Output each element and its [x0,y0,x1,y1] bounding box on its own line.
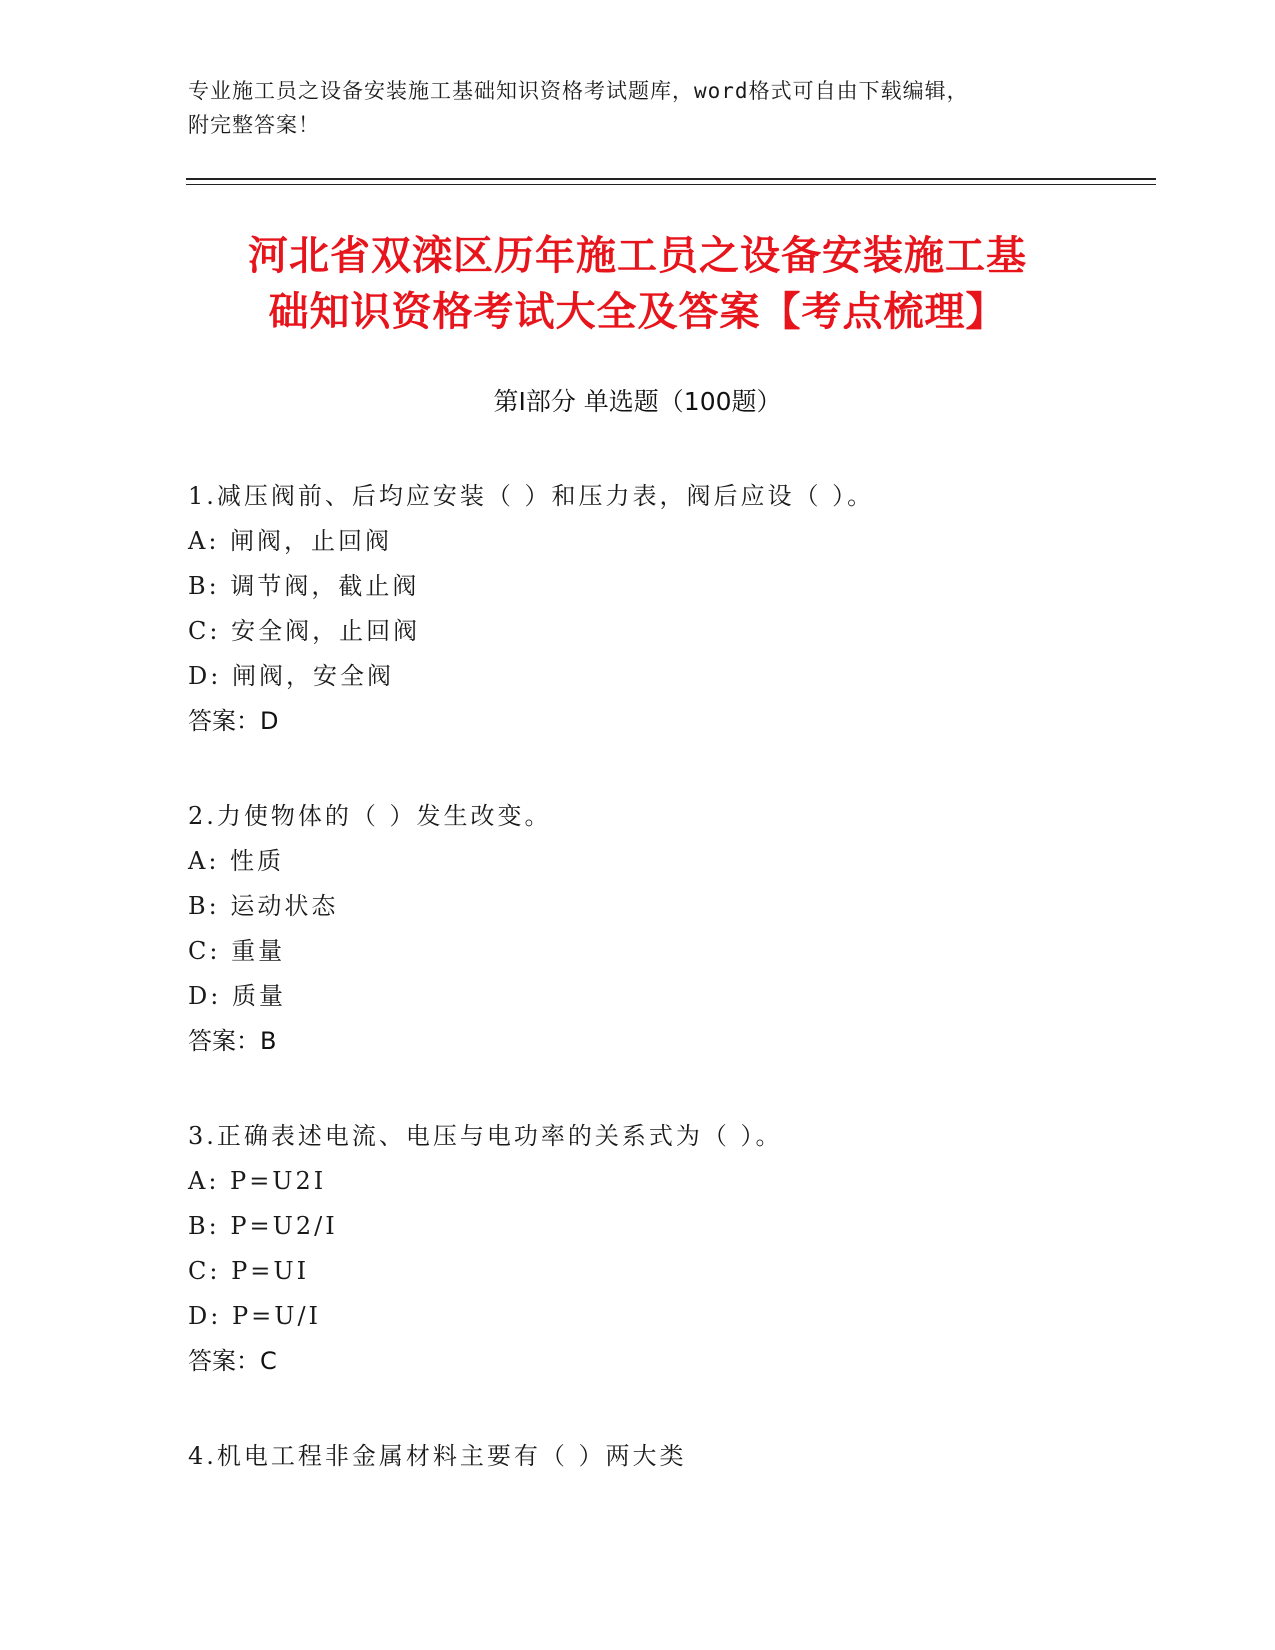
header-divider-thick [186,178,1156,180]
question-list [188,474,1108,1529]
document-title-line-2: 础知识资格考试大全及答案【考点梳理】 [268,289,1007,335]
question-stem: 2.力使物体的（ ）发生改变。 [188,802,552,830]
header-note-line-1: 专业施工员之设备安装施工基础知识资格考试题库，word格式可自由下载编辑， [188,79,969,103]
section-title: 第Ⅰ部分 单选题（100题） [493,387,782,416]
option-d: D: 质量 [188,982,286,1010]
question-stem: 1.减压阀前、后均应安装（ ）和压力表，阀后应设（ ）。 [188,482,875,510]
header-divider-thin [186,184,1156,185]
header-note-line-2: 附完整答案！ [188,113,320,137]
option-c: C: 安全阀，止回阀 [188,617,421,645]
option-a: A: 闸阀，止回阀 [188,527,393,555]
option-b: B: 调节阀，截止阀 [188,572,420,600]
question-3 [188,1114,1108,1384]
option-a: A: 性质 [188,847,285,875]
question-stem: 4.机电工程非金属材料主要有（ ）两大类 [188,1442,687,1470]
option-b: B: P=U2/I [188,1212,338,1240]
question-2 [188,794,1108,1064]
document-title [150,228,1125,340]
answer: 答案：D [188,707,279,735]
option-d: D: P=U/I [188,1302,322,1330]
header-note [188,74,1068,142]
answer: 答案：B [188,1027,277,1055]
question-stem: 3.正确表述电流、电压与电功率的关系式为（ ）。 [188,1122,783,1150]
answer: 答案：C [188,1347,277,1375]
option-a: A: P=U2I [188,1167,327,1195]
option-c: C: 重量 [188,937,286,965]
question-4 [188,1434,1108,1479]
document-title-line-1: 河北省双滦区历年施工员之设备安装施工基 [248,233,1027,279]
option-b: B: 运动状态 [188,892,339,920]
option-c: C: P=UI [188,1257,310,1285]
question-1 [188,474,1108,744]
option-d: D: 闸阀，安全阀 [188,662,394,690]
